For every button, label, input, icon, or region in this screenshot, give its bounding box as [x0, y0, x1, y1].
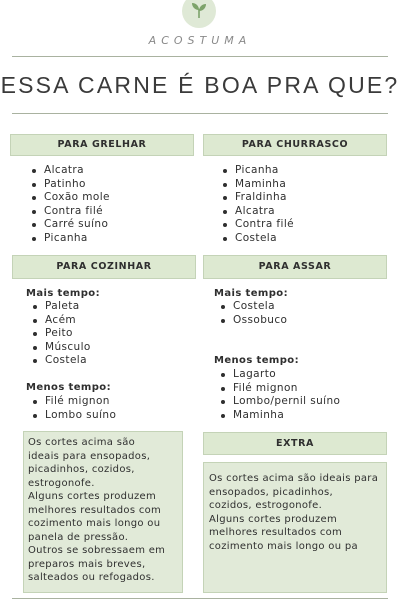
extra-header: EXTRA	[203, 432, 387, 455]
grelhar-list	[31, 164, 110, 246]
logo-badge	[182, 0, 216, 28]
list-item: Maminha	[220, 409, 340, 423]
list-item: Peito	[32, 327, 91, 341]
page-title: ESSA CARNE É BOA PRA QUE?	[0, 72, 400, 98]
cozinhar-note	[23, 431, 183, 593]
list-item: Filé mignon	[32, 395, 116, 409]
cozinhar-more-label: Mais tempo:	[26, 288, 100, 299]
note-line: melhores resultados com	[209, 527, 343, 538]
list-item: Alcatra	[222, 205, 294, 219]
list-item: Costela	[222, 232, 294, 246]
list-item: Ossobuco	[220, 314, 287, 328]
note-line: salteados ou refogados.	[28, 572, 155, 583]
list-item: Picanha	[31, 232, 110, 246]
cozinhar-more-list	[32, 300, 91, 368]
note-line: Alguns cortes produzem	[28, 491, 157, 502]
list-item: Contra filé	[31, 205, 110, 219]
note-line: cozimento mais longo ou pa	[209, 540, 358, 552]
extra-note	[203, 462, 387, 593]
cozinhar-less-list	[32, 395, 116, 422]
note-line: ideais para ensopados,	[28, 450, 151, 462]
assar-less-list	[220, 368, 340, 422]
note-line: Alguns cortes produzem	[209, 513, 338, 525]
note-line: Os cortes acima são	[28, 437, 136, 448]
brand-name: ACOSTUMA	[148, 34, 252, 47]
top-divider	[12, 56, 388, 57]
note-line: cozimento mais longo ou	[28, 518, 161, 529]
list-item: Lombo suíno	[32, 409, 116, 423]
note-line: estrogonofe.	[28, 477, 95, 489]
list-item: Lagarto	[220, 368, 340, 382]
note-line: panela de pressão.	[28, 531, 129, 543]
bottom-divider	[12, 598, 388, 599]
sprout-icon	[189, 0, 209, 20]
note-line: preparos mais breves,	[28, 558, 146, 570]
list-item: Carré suíno	[31, 218, 110, 232]
assar-less-label: Menos tempo:	[214, 355, 299, 366]
assar-header: PARA ASSAR	[203, 255, 387, 279]
list-item: Músculo	[32, 341, 91, 355]
churrasco-header: PARA CHURRASCO	[203, 134, 387, 156]
cozinhar-less-label: Menos tempo:	[26, 382, 111, 393]
note-line: ensopados, picadinhos,	[209, 486, 333, 498]
list-item: Lombo/pernil suíno	[220, 395, 340, 409]
list-item: Paleta	[32, 300, 91, 314]
note-line: Os cortes acima são ideais para	[209, 473, 379, 484]
note-line: melhores resultados com	[28, 504, 162, 516]
cozinhar-header: PARA COZINHAR	[12, 255, 196, 279]
grelhar-header: PARA GRELHAR	[10, 134, 194, 156]
list-item: Picanha	[222, 164, 294, 178]
note-line: Outros se sobressaem em	[28, 545, 166, 556]
note-line: cozidos, estrogonofe.	[209, 500, 323, 511]
assar-more-list	[220, 300, 287, 327]
list-item: Costela	[220, 300, 287, 314]
list-item: Fraldinha	[222, 191, 294, 205]
list-item: Filé mignon	[220, 382, 340, 396]
churrasco-list	[222, 164, 294, 246]
list-item: Maminha	[222, 178, 294, 192]
list-item: Costela	[32, 354, 91, 368]
assar-more-label: Mais tempo:	[214, 288, 288, 299]
list-item: Contra filé	[222, 218, 294, 232]
list-item: Patinho	[31, 178, 110, 192]
list-item: Alcatra	[31, 164, 110, 178]
note-line: picadinhos, cozidos,	[28, 464, 135, 475]
list-item: Coxão mole	[31, 191, 110, 205]
list-item: Acém	[32, 314, 91, 328]
title-divider	[12, 113, 388, 114]
